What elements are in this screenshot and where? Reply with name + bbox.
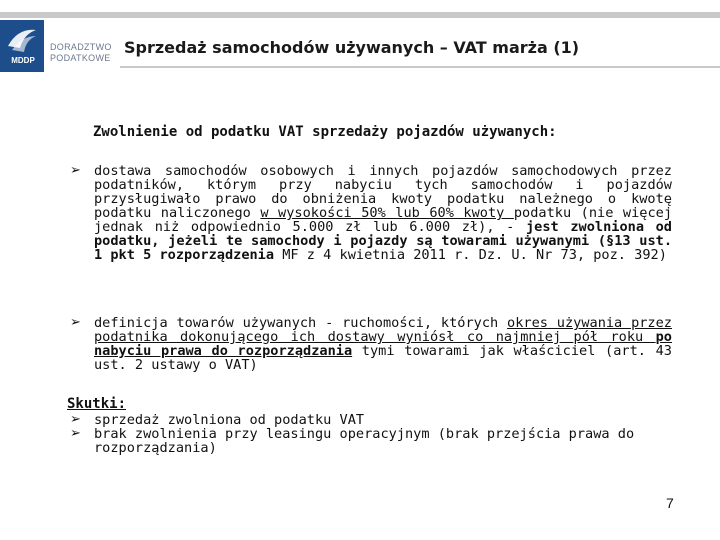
skutki-heading: Skutki:: [67, 396, 127, 412]
skutki-item-text: brak zwolnienia przy leasingu operacyjnym (brak przejścia prawa do rozporządzania): [94, 426, 635, 456]
top-bar: [0, 12, 720, 18]
bullet-text: definicja towarów używanych - ruchomości, których: [94, 315, 508, 331]
bullet-text: dostawa samochodów osobowych i innych pojazdów samochodowych przez podatników, którym przy nabyciu tych samochodów i pojazdów przysługiwało prawo do obniżenia kwoty podatku należnego o kwotę podatku naliczonego: [94, 163, 672, 221]
bullet-text-bold: jest zwolniona od podatku, jeżeli te samochody i pojazdy są towarami używanymi (§13 ust. 1 pkt 5 rozporządzenia: [94, 219, 672, 263]
main-bullet-list-2: [70, 316, 672, 372]
list-item: [70, 164, 672, 262]
bullet-text-underlined: w wysokości 50% lub 60% kwoty: [260, 205, 514, 221]
logo-text-line1: DORADZTWO: [50, 42, 112, 52]
arrow-bullet-icon: ➢: [70, 315, 81, 330]
logo-box: [0, 20, 44, 72]
bullet-text-bold-underlined: po nabyciu prawa do rozporządzania: [94, 329, 672, 359]
company-logo: [0, 20, 120, 72]
list-item: [70, 316, 672, 372]
arrow-bullet-icon: ➢: [70, 412, 81, 427]
page-number: 7: [666, 495, 674, 511]
bullet-text: MF z 4 kwietnia 2011 r. Dz. U. Nr 73, poz. 392): [274, 247, 667, 263]
page-title: Sprzedaż samochodów używanych – VAT marża (1): [124, 38, 580, 57]
section-subtitle: Zwolnienie od podatku VAT sprzedaży pojazdów używanych:: [93, 124, 557, 140]
title-divider: [120, 66, 720, 68]
logo-mark-icon: [6, 26, 38, 54]
bullet-text: podatku (nie więcej jednak niż odpowiednio 5.000 zł lub 6.000 zł), -: [94, 205, 672, 235]
list-item: [70, 413, 672, 427]
bullet-text: tymi towarami jak właściciel (art. 43 ust. 2 ustawy o VAT): [94, 343, 672, 373]
arrow-bullet-icon: ➢: [70, 163, 81, 178]
arrow-bullet-icon: ➢: [70, 426, 81, 441]
logo-abbreviation: MDDP: [11, 56, 35, 65]
list-item: [70, 427, 672, 455]
skutki-item-text: sprzedaż zwolniona od podatku VAT: [94, 412, 365, 428]
skutki-list: [70, 413, 672, 455]
logo-text-line2: PODATKOWE: [50, 53, 111, 63]
bullet-text-underlined: okres używania przez podatnika dokonującego ich dostawy wyniósł co najmniej pół roku: [94, 315, 672, 345]
main-bullet-list-1: [70, 164, 672, 262]
